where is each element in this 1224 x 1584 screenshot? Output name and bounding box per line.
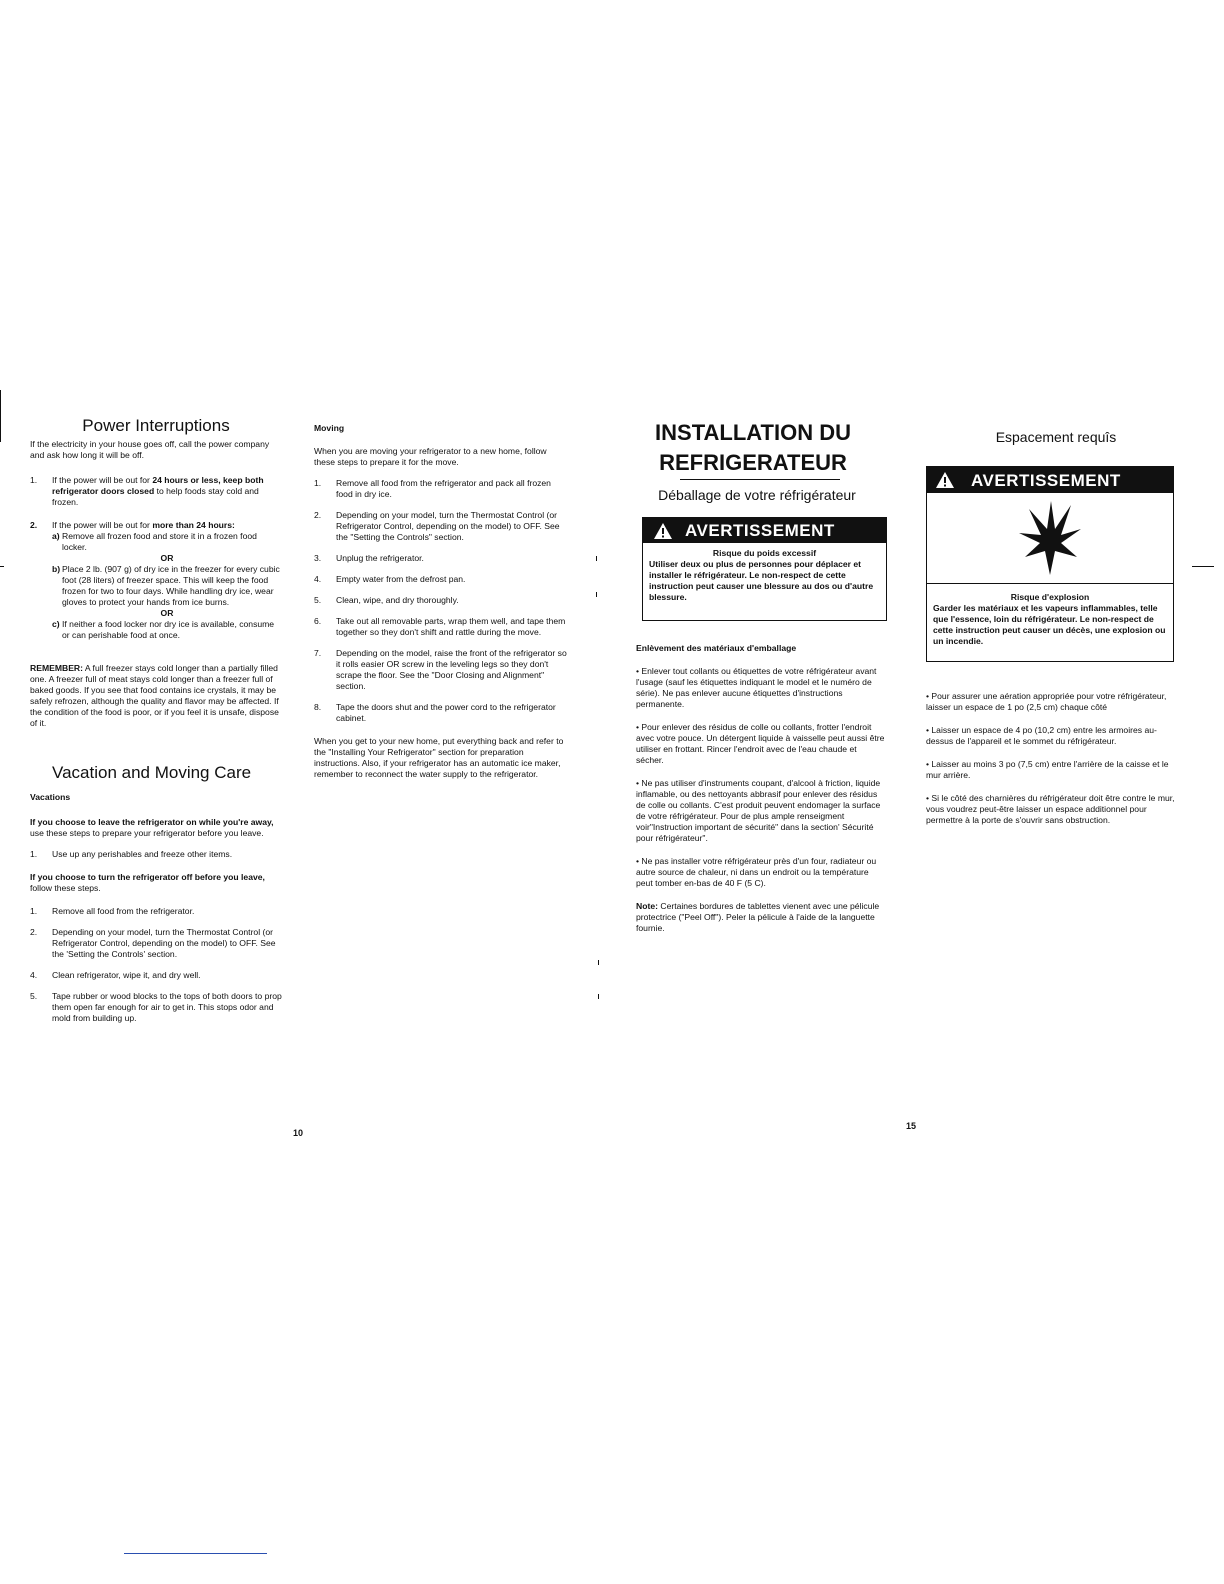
power-option-c-label: c): [52, 619, 60, 629]
explosion-warning-box: [926, 466, 1174, 662]
unpacking-subtitle: Déballage de votre réfrigérateur: [658, 487, 856, 503]
packaging-bullet-3: [636, 778, 886, 844]
power-interruptions-title: Power Interruptions: [82, 416, 230, 435]
off-item-1-text: Remove all food from the refrigerator.: [52, 906, 195, 916]
left-page-number: 10: [293, 1128, 304, 1138]
vacation-lead-2-post: follow these steps.: [30, 883, 101, 893]
power-interruptions-column: [30, 416, 282, 1024]
power-item-1-bold: 24 hours or less, keep both refrigerator doors closed: [52, 475, 264, 496]
moving-step-2-text: Depending on your model, turn the Thermostat Control (or Refrigerator Control, depending on the model) to OFF. See the "Setting the Controls" section.: [336, 510, 560, 542]
left-edge-mark: [0, 390, 1, 442]
power-option-c-text: If neither a food locker nor dry ice is available, consume or can perishable food at once.: [62, 619, 275, 640]
vacations-label: Vacations: [30, 792, 71, 802]
moving-column: [314, 423, 568, 780]
moving-step-7: [314, 648, 568, 692]
clearance-bullet-1: [926, 691, 1176, 713]
moving-step-6-text: Take out all removable parts, wrap them well, and tape them together so they don't shift and rattle during the move.: [336, 616, 566, 637]
off-item-4-text: Clean refrigerator, wipe it, and dry well.: [52, 970, 201, 980]
moving-step-6: [314, 616, 568, 638]
packaging-bullet-3-text: Ne pas utiliser d'instruments coupant, d'alcool à friction, liquide inflamable, ou des nettoyants abbrasif pour enlever des résidus de colle ou collants. C'est produit peuvent endomager la surface de votre réfrigérateur. Pour de plus ample renseigment voir"Instruction important de sécurité" dans la section' Sécurité pour réfrigérateur".: [636, 778, 881, 843]
clearance-bullet-1-bullet-icon: •: [926, 691, 932, 701]
moving-steps-list: [314, 478, 568, 724]
moving-step-3: [314, 553, 568, 564]
moving-step-7-num: 7.: [314, 648, 322, 658]
clearance-bullet-2: [926, 725, 1176, 747]
right-edge-mark: [1192, 566, 1214, 567]
packaging-removal-list: [636, 666, 886, 889]
clearance-bullet-3-bullet-icon: •: [926, 759, 932, 769]
packaging-bullet-2-bullet-icon: •: [636, 722, 642, 732]
power-option-b-label: b): [52, 564, 61, 574]
install-note-label: Note:: [636, 901, 658, 911]
off-item-2-text: Depending on your model, turn the Thermostat Control (or Refrigerator Control, depending on the model) to OFF. See the 'Setting the Controls' section.: [52, 927, 276, 959]
clearance-title: Espacement requîs: [995, 429, 1117, 445]
remember-label: REMEMBER:: [30, 663, 83, 673]
packaging-bullet-3-bullet-icon: •: [636, 778, 642, 788]
vacation-item-1-num: 1.: [30, 849, 38, 859]
vacation-moving-title: Vacation and Moving Care: [52, 763, 252, 782]
moving-step-4: [314, 574, 568, 585]
explosion-icon: [927, 493, 1173, 583]
weight-warning-box-wrap: [636, 517, 886, 629]
moving-step-3-text: Unplug the refrigerator.: [336, 553, 424, 563]
packaging-removal-title: Enlèvement des matériaux d'emballage: [636, 643, 797, 653]
gutter-mark-3: [598, 960, 599, 965]
explosion-warning-label: AVERTISSEMENT: [971, 470, 1121, 490]
power-option-a: [52, 531, 282, 553]
clearance-bullet-4: [926, 793, 1176, 826]
moving-step-5-text: Clean, wipe, and dry thoroughly.: [336, 595, 459, 605]
explosion-warning-risk: Risque d'explosion: [1010, 592, 1090, 602]
moving-step-8-num: 8.: [314, 702, 322, 712]
gutter-mark-1: [596, 556, 597, 561]
off-item-2: [30, 927, 282, 960]
packaging-bullet-4-bullet-icon: •: [636, 856, 642, 866]
installation-column: [636, 418, 886, 934]
off-item-1-num: 1.: [30, 906, 38, 916]
power-item-1-num: 1.: [30, 475, 38, 485]
remember-text: A full freezer stays cold longer than a partially filled one. A freezer full of meat stays cold longer than a freezer full of baked goods. If you see that food contains ice crystals, it may be safely refrozen, although the quality and flavor may be affected. If the condition of the food is poor, or if you feel it is unsafe, dispose of it.: [30, 663, 279, 728]
moving-step-3-num: 3.: [314, 553, 322, 563]
install-note: [636, 901, 886, 934]
clearance-bullet-2-bullet-icon: •: [926, 725, 932, 735]
moving-step-1-text: Remove all food from the refrigerator and pack all frozen food in dry ice.: [336, 478, 551, 499]
moving-step-5: [314, 595, 568, 606]
moving-step-8: [314, 702, 568, 724]
moving-step-4-num: 4.: [314, 574, 322, 584]
clearance-column: [926, 428, 1176, 838]
power-item-1-post: to help foods stay cold and frozen.: [52, 486, 259, 507]
clearance-list: [926, 691, 1176, 826]
gutter-mark-4: [598, 994, 599, 999]
moving-step-4-text: Empty water from the defrost pan.: [336, 574, 466, 584]
explosion-warning-text: Garder les matériaux et les vapeurs inflammables, telle que l'essence, loin du réfrigérateur. Le non-respect de cette instruction peut causer un décès, une explosion ou un incendie.: [933, 603, 1166, 646]
install-note-text: Certaines bordures de tablettes vienent avec une pélicule protectrice ("Peel Off"). Peler la pélicule à l'aide de la languette fournie.: [636, 901, 880, 933]
moving-step-1-num: 1.: [314, 478, 322, 488]
packaging-bullet-4: [636, 856, 886, 889]
power-option-c: [52, 619, 282, 641]
power-or-1: OR: [160, 553, 174, 563]
moving-step-2: [314, 510, 568, 543]
center-edge-mark: [0, 566, 4, 567]
vacation-lead-2-bold: If you choose to turn the refrigerator off before you leave,: [30, 872, 265, 882]
vacation-lead-1-post: use these steps to prepare your refrigerator before you leave.: [30, 828, 264, 838]
moving-step-8-text: Tape the doors shut and the power cord to the refrigerator cabinet.: [336, 702, 556, 723]
power-remember: [30, 663, 282, 729]
title-underline: [680, 479, 840, 480]
off-item-5-num: 5.: [30, 991, 38, 1001]
off-item-5: [30, 991, 282, 1024]
clearance-bullet-4-text: Si le côté des charnières du réfrigérateur doit être contre le mur, vous voudrez peut-être laisser un espace additionnel pour permettre à la porte de s'ouvrir sans obstruction.: [926, 793, 1175, 825]
power-option-a-label: a): [52, 531, 60, 541]
power-intro: If the electricity in your house goes off, call the power company and ask how long it will be off.: [30, 439, 270, 460]
weight-warning-text: Utiliser deux ou plus de personnes pour déplacer et installer le réfrigérateur. Le non-respect de cette instruction peut causer une blessure au dos ou d'autre blessure.: [649, 559, 874, 602]
vacation-item-1-text: Use up any perishables and freeze other items.: [52, 849, 233, 859]
packaging-bullet-2-text: Pour enlever des résidus de colle ou collants, frotter l'endroit avec votre pouce. Un détergent liquide à vaisselle peut aussi être utiliser en frottant. Rincer l'endroit avec de l'eau chaude et sécher.: [636, 722, 885, 765]
moving-step-7-text: Depending on the model, raise the front of the refrigerator so it rolls easier OR screw in the leveling legs so they don't scrape the floor. See the "Door Closing and Alignment" section.: [336, 648, 567, 691]
clearance-bullet-3: [926, 759, 1176, 781]
bottom-link-underline: [124, 1553, 267, 1554]
vacation-lead-1: [30, 817, 282, 839]
moving-label: Moving: [314, 423, 345, 433]
weight-warning-box: [642, 517, 887, 621]
power-option-a-text: Remove all frozen food and store it in a frozen food locker.: [62, 531, 257, 552]
clearance-bullet-1-text: Pour assurer une aération appropriée pour votre réfrigérateur, laisser un espace de 1 po (2,5 cm) chaque côté: [926, 691, 1167, 712]
power-item-2: [30, 520, 282, 641]
explosion-warning-box-wrap: [926, 466, 1176, 666]
explosion-warning-body: [927, 584, 1173, 650]
clearance-bullet-3-text: Laisser au moins 3 po (7,5 cm) entre l'arrière de la caisse et le mur arrière.: [926, 759, 1169, 780]
packaging-bullet-4-text: Ne pas installer votre réfrigérateur près d'un four, radiateur ou autre source de chaleur, ni dans un endroit ou la température peut tomber en-bas de 40 F (5 C).: [636, 856, 877, 888]
off-item-4-num: 4.: [30, 970, 38, 980]
weight-warning-body: [643, 543, 886, 606]
vacation-lead-1-bold: If you choose to leave the refrigerator on while you're away,: [30, 817, 274, 827]
moving-step-1: [314, 478, 568, 500]
moving-step-5-num: 5.: [314, 595, 322, 605]
packaging-bullet-2: [636, 722, 886, 766]
packaging-bullet-1: [636, 666, 886, 710]
packaging-bullet-1-text: Enlever tout collants ou étiquettes de votre réfrigérateur avant l'usage (sauf les étiquettes indiquant le model et le numéro de série). Ne pas enlever aucune étiquettes d'instructions permanente.: [636, 666, 877, 709]
weight-warning-label: AVERTISSEMENT: [685, 521, 835, 540]
power-or-2: OR: [160, 608, 174, 618]
warning-triangle-icon: [653, 522, 673, 540]
installation-title-line-2: REFRIGERATEUR: [659, 450, 847, 475]
moving-intro: When you are moving your refrigerator to a new home, follow these steps to prepare it for the move.: [314, 446, 547, 467]
off-item-5-text: Tape rubber or wood blocks to the tops of both doors to prop them open far enough for air to get in. This stops odor and mold from building up.: [52, 991, 282, 1023]
power-item-1-pre: If the power will be out for: [52, 475, 153, 485]
warning-triangle-icon-2: [935, 471, 955, 489]
moving-step-6-num: 6.: [314, 616, 322, 626]
clearance-bullet-4-bullet-icon: •: [926, 793, 932, 803]
power-item-2-pre: If the power will be out for: [52, 520, 153, 530]
off-item-4: [30, 970, 282, 981]
power-item-1: [30, 475, 282, 508]
vacation-item-1: [30, 849, 282, 860]
packaging-bullet-1-bullet-icon: •: [636, 666, 642, 676]
clearance-bullet-2-text: Laisser un espace de 4 po (10,2 cm) entre les armoires au-dessus de l'appareil et le sommet du réfrigérateur.: [926, 725, 1157, 746]
power-option-b-text: Place 2 lb. (907 g) of dry ice in the freezer for every cubic foot (28 liters) of freezer space. This will keep the food frozen for two to four days. While handling dry ice, wear gloves to protect your hands from ice burns.: [62, 564, 280, 607]
weight-warning-risk: Risque du poids excessif: [712, 548, 817, 558]
gutter-mark-2: [596, 592, 597, 597]
power-option-b: [52, 564, 282, 608]
power-item-2-num: 2.: [30, 520, 38, 530]
moving-outro: When you get to your new home, put everything back and refer to the "Installing Your Refrigerator" section for preparation instructions. Also, if your refrigerator has an automatic ice maker, remember to reconnect the water supply to the refrigerator.: [314, 736, 564, 779]
power-item-2-bold: more than 24 hours:: [152, 520, 235, 530]
installation-title: [620, 418, 886, 478]
moving-step-2-num: 2.: [314, 510, 322, 520]
vacation-lead-2: [30, 872, 282, 894]
off-item-2-num: 2.: [30, 927, 38, 937]
explosion-warning-header: [927, 467, 1173, 493]
right-page-number: 15: [906, 1121, 917, 1131]
off-item-1: [30, 906, 282, 917]
installation-title-line-1: INSTALLATION DU: [655, 420, 851, 445]
weight-warning-header: [643, 518, 886, 543]
